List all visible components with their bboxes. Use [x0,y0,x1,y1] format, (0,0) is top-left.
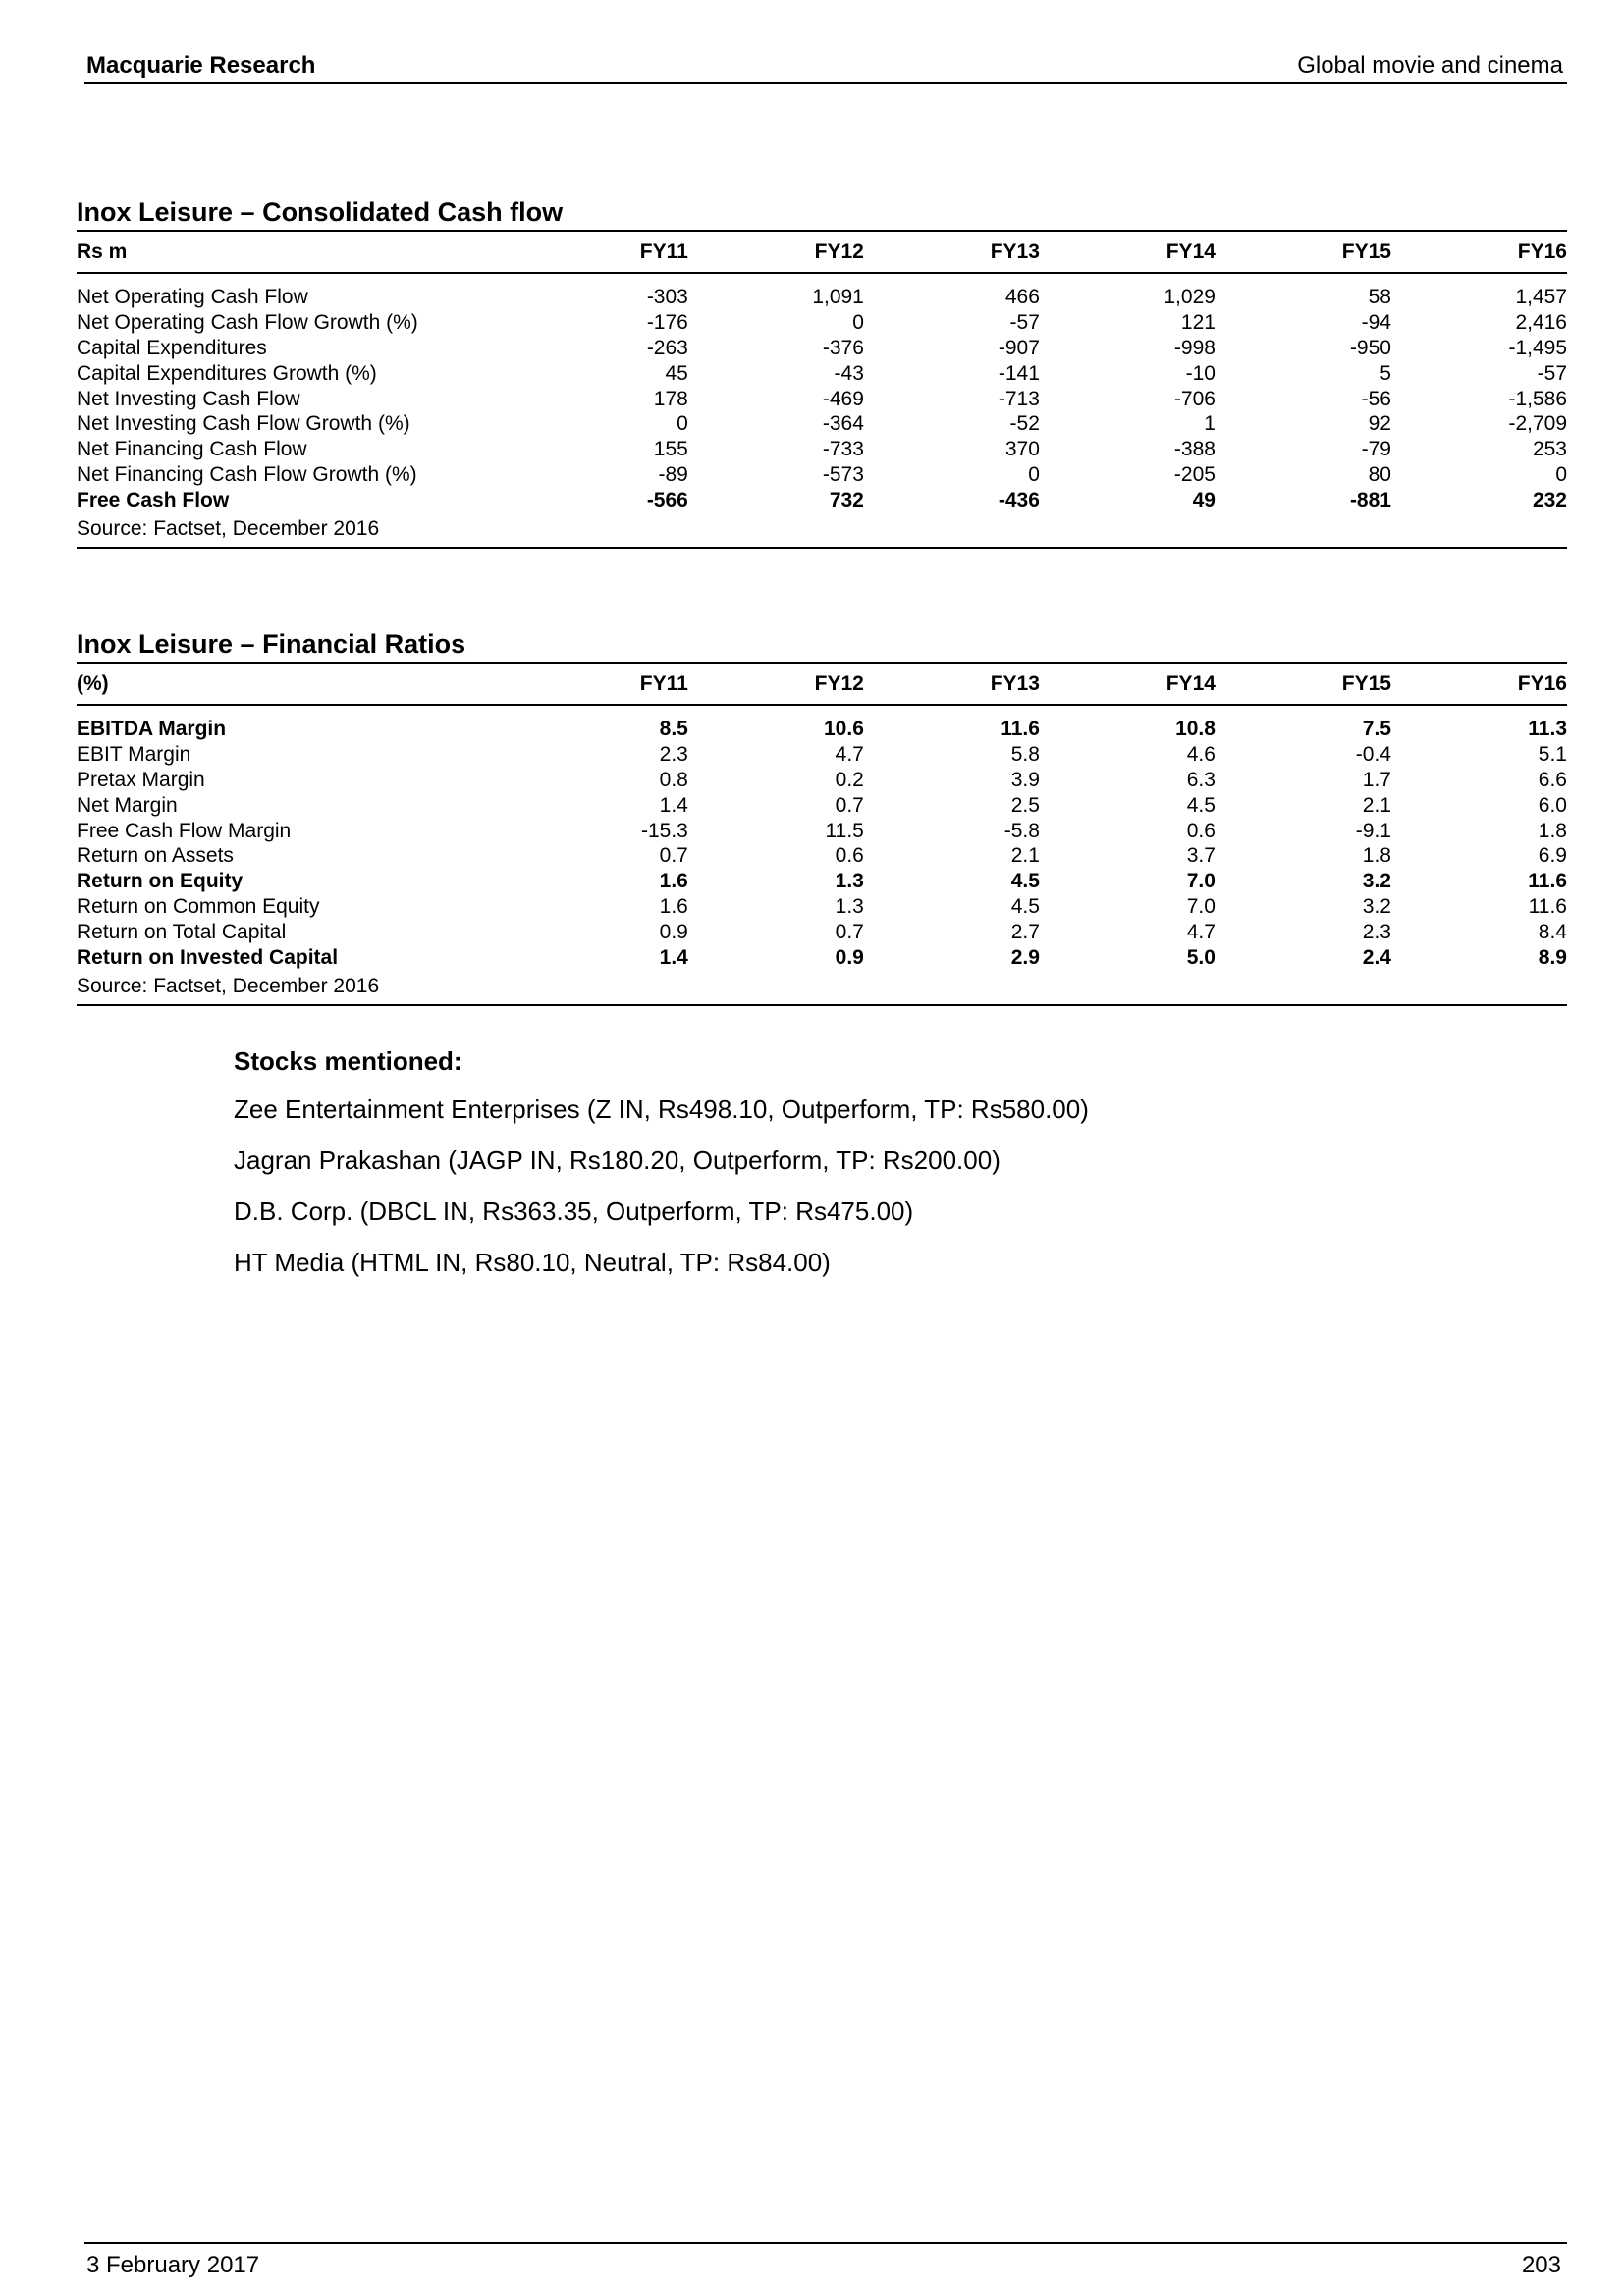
table-cell: -1,495 [1508,336,1567,359]
ratios-unit-label: (%) [77,671,109,695]
table-cell: 2.7 [1010,920,1040,943]
stock-item: HT Media (HTML IN, Rs80.10, Neutral, TP: Rs84.00) [234,1248,831,1277]
table-cell: -205 [1173,462,1216,486]
table-cell: -436 [998,488,1040,511]
table-row [77,386,1567,411]
stock-item: D.B. Corp. (DBCL IN, Rs363.35, Outperform, TP: Rs475.00) [234,1197,914,1226]
table-row [77,919,1567,944]
publication-date: 3 February 2017 [86,2252,260,2278]
table-cell: 1,029 [1164,286,1216,309]
stocks-mentioned [234,1046,1314,1299]
table-cell: -713 [998,387,1040,410]
table-cell: 121 [1180,311,1216,335]
ratios-table [77,626,1567,1006]
cashflow-table-title: Inox Leisure – Consolidated Cash flow [77,194,1567,232]
table-cell: -881 [1349,488,1391,511]
page-number: 203 [1521,2252,1561,2278]
table-cell: 2.3 [1362,920,1391,943]
table-cell: 0.8 [659,768,688,791]
stock-item: Jagran Prakashan (JAGP IN, Rs180.20, Outperform, TP: Rs200.00) [234,1146,1001,1175]
table-cell: -469 [822,387,864,410]
table-cell: -303 [646,286,688,309]
table-cell: 732 [829,488,864,511]
table-cell: 1.6 [659,870,688,893]
page-footer [84,2242,1567,2283]
row-label: Capital Expenditures [77,336,267,359]
row-label: EBITDA Margin [77,718,227,741]
table-row [77,462,1567,488]
table-cell: -263 [646,336,688,359]
table-cell: 2.9 [1010,945,1040,969]
table-cell: 7.5 [1362,718,1391,741]
row-label: Free Cash Flow Margin [77,819,292,842]
table-cell: 11.6 [1528,870,1567,893]
table-cell: 7.0 [1186,870,1216,893]
table-cell: -52 [1009,412,1040,436]
cashflow-table-header [77,232,1567,274]
row-label: Free Cash Flow [77,488,230,511]
table-cell: -15.3 [640,819,688,842]
table-cell: 1.4 [659,793,688,817]
table-row [77,843,1567,869]
column-header: FY13 [990,240,1040,263]
table-cell: 1.8 [1538,819,1567,842]
table-row [77,360,1567,386]
report-topic: Global movie and cinema [1297,52,1563,79]
table-cell: 178 [653,387,688,410]
table-cell: 0.9 [835,945,864,969]
table-cell: 1.7 [1362,768,1391,791]
table-cell: 6.9 [1538,844,1567,868]
table-cell: 0.7 [835,920,864,943]
row-label: Net Margin [77,793,178,817]
row-label: Return on Equity [77,870,244,893]
table-cell: 6.0 [1538,793,1567,817]
table-cell: -94 [1361,311,1391,335]
row-label: Pretax Margin [77,768,205,791]
table-cell: 0 [1028,462,1040,486]
table-cell: 1.3 [835,870,864,893]
table-cell: 3.7 [1186,844,1216,868]
table-cell: 10.6 [824,718,864,741]
table-cell: 58 [1368,286,1391,309]
table-cell: 11.6 [1528,894,1567,918]
table-cell: 0.7 [659,844,688,868]
table-cell: 4.5 [1186,793,1216,817]
table-cell: 155 [653,438,688,461]
table-cell: -43 [834,361,864,385]
table-row [77,310,1567,336]
table-cell: 0 [677,412,688,436]
table-cell: 0.2 [835,768,864,791]
table-row [77,285,1567,310]
table-cell: 2.5 [1010,793,1040,817]
cashflow-source-note: Source: Factset, December 2016 [77,513,1567,549]
table-cell: 8.5 [659,718,688,741]
column-header: FY15 [1341,671,1391,695]
row-label: Net Operating Cash Flow Growth (%) [77,311,418,335]
table-cell: -2,709 [1508,412,1567,436]
table-cell: 1.3 [835,894,864,918]
column-header: FY14 [1165,240,1216,263]
table-cell: 0.7 [835,793,864,817]
table-cell: 3.2 [1362,894,1391,918]
row-label: Return on Assets [77,844,234,868]
table-row [77,437,1567,462]
table-cell: 49 [1192,488,1216,511]
row-label: Net Financing Cash Flow Growth (%) [77,462,417,486]
ratios-source-note: Source: Factset, December 2016 [77,971,1567,1006]
row-label: Net Investing Cash Flow [77,387,300,410]
brand-name: Macquarie Research [86,52,316,79]
table-cell: 1,091 [812,286,864,309]
table-row [77,792,1567,818]
column-header: FY16 [1517,240,1567,263]
table-cell: 1.4 [659,945,688,969]
table-cell: 3.2 [1362,870,1391,893]
column-header: FY11 [639,671,688,695]
table-cell: -376 [822,336,864,359]
table-cell: 0 [852,311,864,335]
table-cell: -5.8 [1003,819,1040,842]
column-header: FY14 [1165,671,1216,695]
row-label: Net Investing Cash Flow Growth (%) [77,412,410,436]
table-cell: 0.6 [1186,819,1216,842]
table-cell: 6.3 [1186,768,1216,791]
table-cell: -56 [1361,387,1391,410]
table-cell: -388 [1173,438,1216,461]
column-header: FY15 [1341,240,1391,263]
table-row [77,411,1567,437]
table-cell: 4.5 [1010,870,1040,893]
table-cell: 1 [1204,412,1216,436]
page-header [84,47,1567,84]
table-cell: 0.9 [659,920,688,943]
row-label: Net Operating Cash Flow [77,286,308,309]
table-cell: 7.0 [1186,894,1216,918]
table-cell: -141 [998,361,1040,385]
row-label: Net Financing Cash Flow [77,438,307,461]
table-cell: 2.3 [659,743,688,767]
table-cell: 0 [1555,462,1567,486]
cashflow-unit-label: Rs m [77,240,128,263]
table-cell: -176 [646,311,688,335]
table-cell: -364 [822,412,864,436]
table-cell: -998 [1173,336,1216,359]
table-cell: -1,586 [1508,387,1567,410]
table-cell: 253 [1532,438,1567,461]
row-label: Return on Invested Capital [77,945,339,969]
table-row [77,894,1567,920]
table-cell: -57 [1537,361,1567,385]
row-label: Return on Common Equity [77,894,320,918]
table-cell: -733 [822,438,864,461]
table-cell: 4.7 [835,743,864,767]
table-row [77,717,1567,742]
table-cell: -10 [1185,361,1216,385]
table-cell: -57 [1009,311,1040,335]
column-header: FY11 [639,240,688,263]
table-cell: 232 [1532,488,1567,511]
table-cell: 6.6 [1538,768,1567,791]
table-cell: 370 [1004,438,1040,461]
table-cell: 1.6 [659,894,688,918]
table-row [77,944,1567,970]
table-cell: 11.6 [1001,718,1040,741]
table-cell: 5 [1380,361,1391,385]
table-row [77,487,1567,512]
table-cell: 4.7 [1186,920,1216,943]
column-header: FY13 [990,671,1040,695]
table-cell: 2.4 [1362,945,1391,969]
table-cell: -573 [822,462,864,486]
cashflow-table [77,194,1567,549]
ratios-table-header [77,664,1567,706]
table-cell: 2.1 [1010,844,1040,868]
table-cell: -706 [1173,387,1216,410]
table-cell: 5.1 [1538,743,1567,767]
table-cell: 1,457 [1515,286,1567,309]
table-cell: -907 [998,336,1040,359]
table-cell: 80 [1368,462,1391,486]
cashflow-table-body [77,274,1567,512]
table-cell: 4.6 [1186,743,1216,767]
table-cell: 8.9 [1538,945,1567,969]
column-header: FY16 [1517,671,1567,695]
table-cell: 11.3 [1528,718,1567,741]
table-cell: 4.5 [1010,894,1040,918]
row-label: Capital Expenditures Growth (%) [77,361,377,385]
table-cell: -89 [658,462,688,486]
table-row [77,869,1567,894]
table-row [77,742,1567,768]
row-label: Return on Total Capital [77,920,287,943]
column-header: FY12 [814,671,864,695]
table-cell: 8.4 [1538,920,1567,943]
table-cell: 45 [665,361,688,385]
table-cell: 2.1 [1362,793,1391,817]
table-cell: -566 [646,488,688,511]
table-cell: -0.4 [1355,743,1391,767]
table-cell: 92 [1368,412,1391,436]
row-label: EBIT Margin [77,743,191,767]
table-row [77,818,1567,843]
ratios-table-title: Inox Leisure – Financial Ratios [77,626,1567,664]
table-cell: 10.8 [1175,718,1216,741]
column-header: FY12 [814,240,864,263]
table-cell: -950 [1349,336,1391,359]
table-cell: 3.9 [1010,768,1040,791]
stock-item: Zee Entertainment Enterprises (Z IN, Rs498.10, Outperform, TP: Rs580.00) [234,1095,1089,1124]
table-cell: 11.5 [825,819,864,842]
ratios-table-body [77,706,1567,970]
table-cell: -79 [1361,438,1391,461]
table-cell: 5.0 [1186,945,1216,969]
table-cell: 5.8 [1010,743,1040,767]
table-row [77,768,1567,793]
table-cell: 0.6 [835,844,864,868]
table-cell: 466 [1004,286,1040,309]
table-cell: 1.8 [1362,844,1391,868]
table-cell: -9.1 [1355,819,1391,842]
table-cell: 2,416 [1515,311,1567,335]
table-row [77,336,1567,361]
stocks-heading: Stocks mentioned: [234,1046,462,1076]
